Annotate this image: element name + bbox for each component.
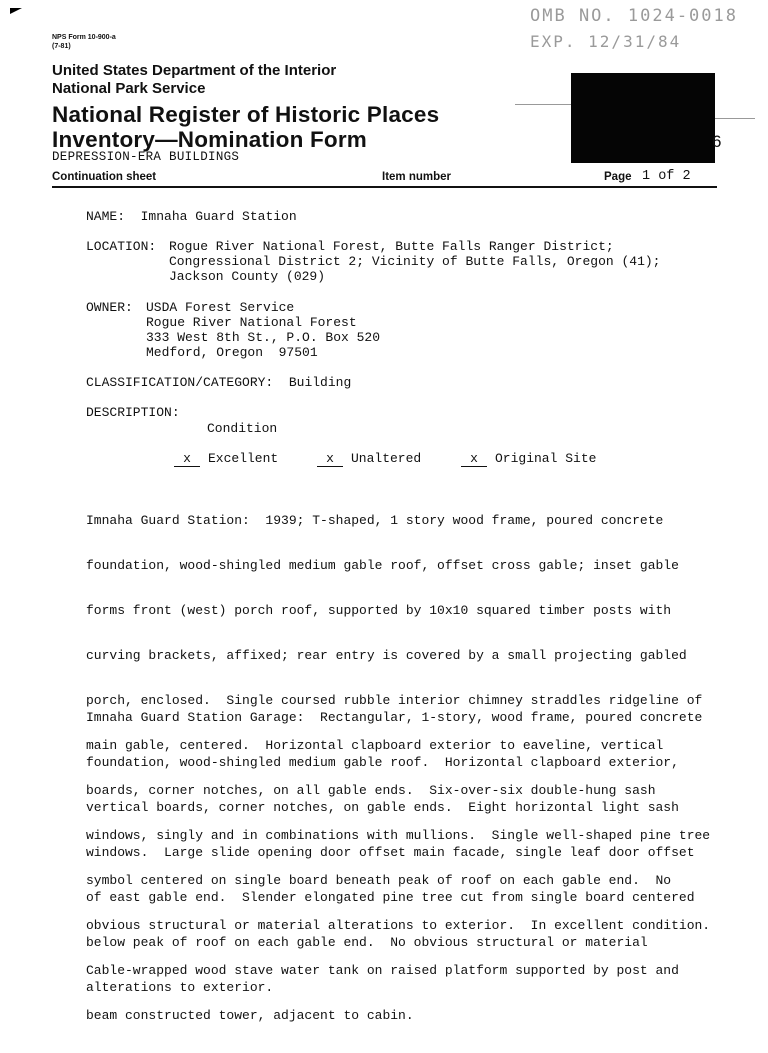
omb-stamp-line1: OMB NO. 1024-0018 [530,6,738,26]
header-divider [52,186,717,188]
paragraph-line: Imnaha Guard Station: 1939; T-shaped, 1 story wood frame, poured concrete [86,513,664,528]
location-label: LOCATION: [86,239,157,254]
owner-line: USDA Forest Service [146,300,295,315]
condition-label: Unaltered [351,451,422,466]
paragraph-garage [86,680,702,1025]
owner-label: OWNER: [86,300,133,315]
redaction-box [571,73,715,163]
corner-registration-mark [10,8,22,14]
omb-stamp-line2: EXP. 12/31/84 [530,32,682,51]
agency-heading: National Park Service [52,80,206,97]
condition-unaltered [317,451,421,467]
department-heading: United States Department of the Interior [52,62,337,79]
classification-label: CLASSIFICATION/CATEGORY: [86,375,274,390]
paragraph-line: Imnaha Guard Station Garage: Rectangular, 1-story, wood frame, poured concrete [86,710,703,725]
owner-line: Medford, Oregon 97501 [146,345,318,360]
name-value: Imnaha Guard Station [140,209,297,224]
paragraph-line: vertical boards, corner notches, on gable ends. Eight horizontal light sash [86,800,679,815]
paragraph-line: of east gable end. Slender elongated pine tree cut from single board centered [86,890,695,905]
box-fragment-digit: 6 [712,132,722,151]
form-title-line2: Inventory—Nomination Form [52,127,368,152]
condition-check-mark: x [317,451,343,467]
paragraph-line: below peak of roof on each gable end. No obvious structural or material [86,935,648,950]
location-line: Jackson County (029) [169,269,326,284]
paragraph-line: windows. Large slide opening door offset main facade, single leaf door offset [86,845,695,860]
scan-artifact-line [515,104,571,105]
paragraph-line: windows, singly and in combinations with mullions. Single well-shaped pine tree [86,828,711,843]
classification-value: Building [288,375,352,390]
description-label: DESCRIPTION: [86,405,180,420]
owner-line: Rogue River National Forest [146,315,357,330]
location-line: Rogue River National Forest, Butte Falls Ranger District; [169,239,614,254]
form-number: NPS Form 10-900-a (7-81) [52,34,116,50]
item-number-label: Item number [382,171,452,183]
paragraph-line: foundation, wood-shingled medium gable roof, offset cross gable; inset gable [86,558,679,573]
paragraph-line: Cable-wrapped wood stave water tank on raised platform supported by post and [86,963,679,978]
page-label: Page [604,171,632,183]
paragraph-line: boards, corner notches, on all gable ends. Six-over-six double-hung sash [86,783,656,798]
paragraph-line: curving brackets, affixed; rear entry is covered by a small projecting gabled [86,648,687,663]
form-title-line1: National Register of Historic Places [52,102,440,127]
condition-excellent [174,451,278,467]
paragraph-line: obvious structural or material alterations to exterior. In excellent condition. [86,918,711,933]
location-line: Congressional District 2; Vicinity of Butte Falls, Oregon (41); [169,254,661,269]
condition-original-site [461,451,596,467]
condition-heading: Condition [207,421,278,436]
paragraph-line: forms front (west) porch roof, supported by 10x10 squared timber posts with [86,603,672,618]
paragraph-line: porch, enclosed. Single coursed rubble interior chimney straddles ridgeline of [86,693,703,708]
paragraph-line: beam constructed tower, adjacent to cabin. [86,1008,414,1023]
paragraph-line: foundation, wood-shingled medium gable roof. Horizontal clapboard exterior, [86,755,679,770]
name-label: NAME: [86,209,126,224]
owner-line: 333 West 8th St., P.O. Box 520 [146,330,381,345]
continuation-sheet-label: Continuation sheet [52,171,157,183]
form-subject: DEPRESSION-ERA BUILDINGS [52,150,240,164]
paragraph-line: symbol centered on single board beneath peak of roof on each gable end. No [86,873,672,888]
condition-label: Original Site [495,451,597,466]
condition-label: Excellent [208,451,279,466]
scan-artifact-line [715,118,755,119]
paragraph-line: main gable, centered. Horizontal clapboard exterior to eaveline, vertical [86,738,664,753]
classification-field [86,375,351,390]
name-field [86,209,297,224]
condition-check-mark: x [461,451,487,467]
page-value: 1 of 2 [642,169,691,184]
paragraph-line: alterations to exterior. [86,980,274,995]
condition-check-mark: x [174,451,200,467]
